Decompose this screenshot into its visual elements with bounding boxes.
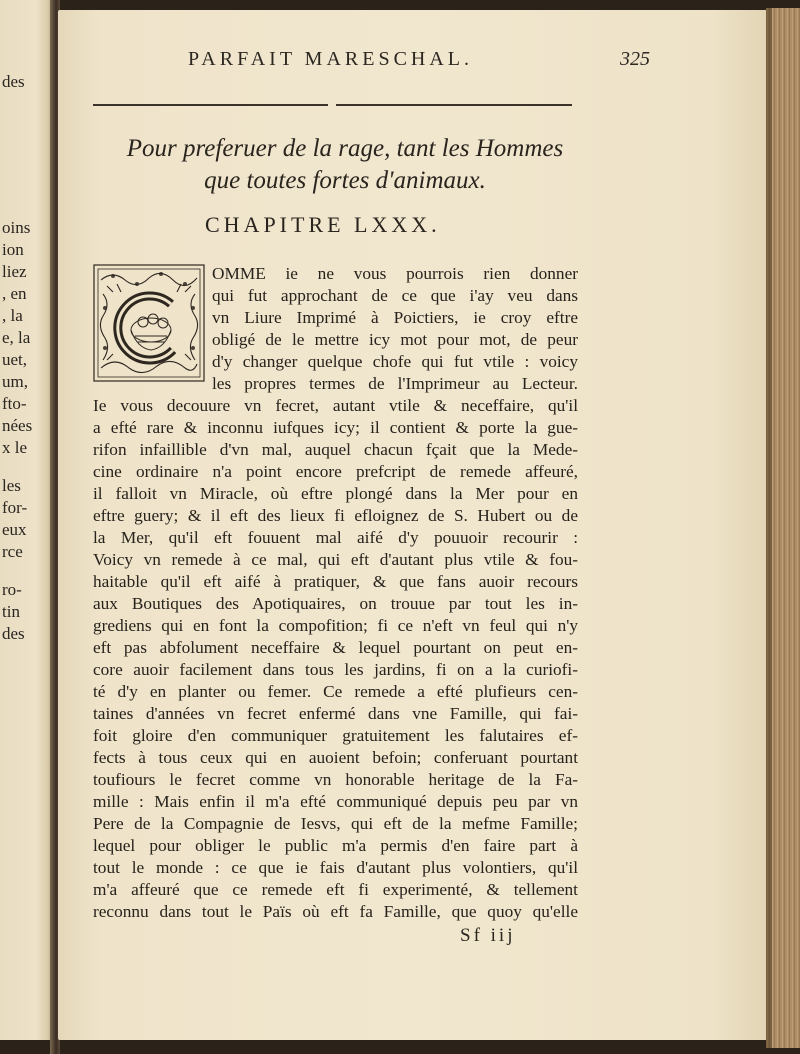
- text-line: qui fut approchant de ce que i'ay veu dans: [212, 286, 578, 305]
- text-line: reconnu dans tout le Païs où eft fa Famille, que quoy qu'elle: [93, 902, 578, 921]
- decorated-initial-icon: [93, 264, 205, 382]
- text-line: a efté rare & inconnu iufques icy; il contient & porte la gue-: [93, 418, 578, 437]
- text-line: Ie vous decouure vn fecret, autant vtile & neceffaire, qu'il: [93, 396, 578, 415]
- left-page-fragment: ion: [2, 240, 24, 259]
- left-page-fragment: nées: [2, 416, 33, 435]
- text-line: tout le monde : ce que ie fais d'autant plus volontiers, qu'il: [93, 858, 578, 877]
- left-page-fragment: oins: [2, 218, 31, 237]
- text-line: les propres termes de l'Imprimeur au Lecteur.: [212, 374, 578, 393]
- left-page-fragment: eux: [2, 520, 27, 539]
- left-page-fragment: , en: [2, 284, 27, 303]
- text-line: m'a affeuré que ce remede eft fi experimenté, & tellement: [93, 880, 578, 899]
- left-page-fragment: rce: [2, 542, 23, 561]
- text-line: mille : Mais enfin il m'a efté communiqué depuis peu par vn: [93, 792, 578, 811]
- left-page-fragment: liez: [2, 262, 27, 281]
- book-fore-edge: [766, 8, 800, 1048]
- text-line: d'y changer quelque chofe qui fut vtile : voicy: [212, 352, 578, 371]
- text-line: rifon infaillible d'vn mal, auquel chacun fçait que la Mede-: [93, 440, 578, 459]
- text-line: vn Liure Imprimé à Poictiers, ie croy eftre: [212, 308, 578, 327]
- text-line: haitable qu'il eft aifé à pratiquer, & que fans auoir recours: [93, 572, 578, 591]
- text-line: lequel pour obliger le public m'a permis d'en faire part à: [93, 836, 578, 855]
- left-page-fragment: x le: [2, 438, 28, 457]
- previous-page-edge: [0, 0, 52, 1040]
- left-page-fragment: des: [2, 72, 25, 91]
- text-line: eft pas abfolument neceffaire & lequel pourtant on peut en-: [93, 638, 578, 657]
- text-line: OMME ie ne vous pourrois rien donner: [212, 264, 578, 283]
- left-page-fragment: ro-: [2, 580, 22, 599]
- left-page-fragment: des: [2, 624, 25, 643]
- left-page-fragment: e, la: [2, 328, 31, 347]
- left-page-fragment: les: [2, 476, 21, 495]
- running-head: PARFAIT MARESCHAL.: [188, 48, 474, 70]
- text-line: core auoir facilement dans tous les jardins, fi on a la curiofi-: [93, 660, 578, 679]
- text-line: eftre guery; & il eft des lieux fi efloignez de S. Hubert ou de: [93, 506, 578, 525]
- left-page-fragment: tin: [2, 602, 20, 621]
- chapter-heading: CHAPITRE LXXX.: [205, 212, 441, 237]
- text-line: toufiours le fecret comme vn honorable heritage de la Fa-: [93, 770, 578, 789]
- text-line: fects à tous ceux qui en auoient befoin; conferuant pourtant: [93, 748, 578, 767]
- text-line: cine ordinaire n'a point encore prefcript de remede affeuré,: [93, 462, 578, 481]
- text-line: taines d'années vn fecret enfermé dans vne Famille, qui fai-: [93, 704, 578, 723]
- text-line: il falloit vn Miracle, où eftre plongé dans la Mer pour en: [93, 484, 578, 503]
- section-title-line-2: que toutes fortes d'animaux.: [204, 167, 486, 194]
- text-line: foit gloire d'en communiquer gratuitement les falutaires ef-: [93, 726, 578, 745]
- page-number: 325: [620, 48, 650, 70]
- header-rule-right: [336, 104, 572, 106]
- text-line: aux Boutiques des Apotiquaires, on trouue par tout les in-: [93, 594, 578, 613]
- text-line: Pere de la Compagnie de Iesvs, qui eft de la mefme Famille;: [93, 814, 578, 833]
- left-page-fragment: uet,: [2, 350, 28, 369]
- page-header: [130, 40, 650, 70]
- left-page-fragment: um,: [2, 372, 28, 391]
- header-rule-left: [93, 104, 328, 106]
- left-page-fragment: fto-: [2, 394, 27, 413]
- text-line: obligé de le mettre icy mot pour mot, de peur: [212, 330, 578, 349]
- text-line: Voicy vn remede à ce mal, qui eft d'autant plus vtile & fou-: [93, 550, 578, 569]
- section-title-line-1: Pour preferuer de la rage, tant les Hommes: [126, 135, 564, 162]
- left-page-fragment: for-: [2, 498, 28, 517]
- text-line: la Mer, qu'il eft fouuent mal aifé d'y pouuoir recourir :: [93, 528, 578, 547]
- left-page-fragment: , la: [2, 306, 23, 325]
- signature-mark: Sf iij: [460, 925, 516, 946]
- text-line: grediens qui en font la compofition; fi ce n'eft vn feul qui n'y: [93, 616, 578, 635]
- text-line: té d'y en planter ou femer. Ce remede a efté plufieurs cen-: [93, 682, 578, 701]
